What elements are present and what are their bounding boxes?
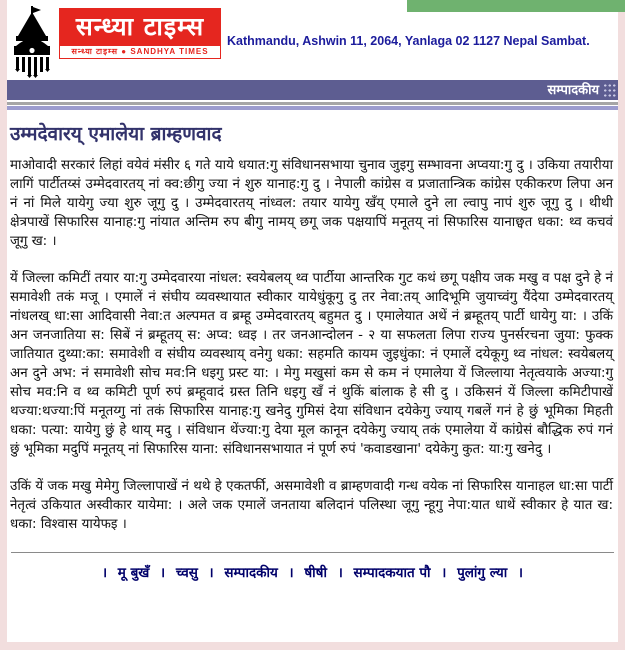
chariot-temple-icon <box>9 6 55 78</box>
sandhya-times-logo[interactable] <box>59 8 221 59</box>
article-paragraph-3: उकिं यें जक मखु मेमेगु जिल्लापाखें नं थथे हे एकतर्फी, असमावेशी व ब्राम्हणवादी गन्ध वयेक नां सिफारिस यानाहल धा:सा पार्टी नेतृत्वं उकियात अस्वीकार यायेमा: । अले जक एमालें जनताया बलिदानं पलिस्था जूगु न्हूगु नेपा:यात धाथें स्वीकार हे यात ख: धका: विश्वास यायेफइ । <box>10 479 613 532</box>
dateline: Kathmandu, Ashwin 11, 2064, Yanlaga 02 1127 Nepal Sambat. <box>227 34 590 48</box>
dot-pattern-decoration <box>603 83 616 98</box>
footer-link-letters-to-editor[interactable]: सम्पादकयात पौ <box>353 565 431 581</box>
article-title: उम्मदेवारय् एमालेया ब्राम्हणवाद <box>10 123 222 145</box>
footer-separator: । <box>337 565 343 581</box>
footer-separator: । <box>160 565 166 581</box>
footer-separator: । <box>441 565 447 581</box>
footer-link-editorial[interactable]: सम्पादकीय <box>224 565 278 581</box>
footer-separator: । <box>208 565 214 581</box>
footer-link-various[interactable]: षीषी <box>304 565 327 581</box>
page-container <box>7 0 618 646</box>
footer-link-main-news[interactable]: मू बुखँ <box>117 565 150 581</box>
divider-stripe-gray <box>7 102 618 105</box>
footer-nav <box>7 563 618 581</box>
footer-separator: । <box>517 565 524 581</box>
footer-link-chwasu[interactable]: च्वसु <box>175 565 198 581</box>
logo-banner-title: सन्ध्या टाइम्स <box>59 8 221 46</box>
article-paragraph-2: यें जिल्ला कमिटीं तयार या:गु उम्मेदवारया नांधल: स्वयेबलय् थ्व पार्टीया आन्तरिक गुट कथं छगू पक्षीय जक मखु व पक्ष दुने हे नं समावेशी तकं मजू । एमालें नं संघीय व्यवस्थायात स्वीकार यायेधुंकूगु दु तर नेवा:तय् आदिभूमि जुयाच्वंगु यैंदेया उम्मेदवारतय् नांधलख् धा:सा आदिवासी नेवा:त अल्पमत व ब्रम्हू उम्मेदवारतय् बहुमत दु । एमालेयात अथें नं ब्रम्हूतय् पार्टी धायेगु या: । उकिं अन जनजातिया स: सिबें नं ब्रम्हूतय् स: अप्व: ध्वइ । तर जनआन्दोलन - २ या सफलता लिपा राज्य पुनर्सरचना जुया: फुक्क जातियात दुथ्या:का: समावेशी व संघीय व्यवस्थाय् वनेगु धका: सहमति कायम जुइधुंका: नं एमालें दयेकूगु थ्व नांधल: स्वयेबलय् अन दुने अभ: नं समावेशी सोच मव:नि धइगु प्रस्ट या: । मेगु मखुसां कम से कम नं एमालेया यें जिल्लाया नेतृत्वयाके अज्या:गु सोच मव:नि व थ्व कमिटी पूर्ण रुपं ब्रम्हूवादं ग्रस्त तिनि धइगु खँ नं थुकिं बांलाक हे सी दु । उकिसनं यें जिल्ला कमिटीपाखें थज्या:थज्या:पिं मनूतय्गु नां तकं सिफारिस यानाह:गु खनेदु गुमिसं देया संविधान दयेकेगु ज्याय् गबलें गनं हे छुं भूमिका मिहती धका: पत्या: यायेगु छुं हे थाय् मदु । संविधान थेंज्या:गु देया मूल कानून दयेकेगु ज्याय् तकं एमालेया यें कांग्रेसं बौद्धिक रुपं गनं छुं भूमिका मदुपिं मनूतय् नां सिफारिस याना: संविधानसभायात नं पूर्ण रुपं 'कवाडखाना' दयेकेगु कुत: या:गु खनेदु । <box>10 271 613 457</box>
footer-divider <box>11 552 614 553</box>
logo-banner-subtitle: सन्ध्या टाइम्स ● SANDHYA TIMES <box>59 46 221 59</box>
section-bar <box>7 80 618 100</box>
editorial-article <box>7 110 618 534</box>
section-label: सम्पादकीय <box>547 82 599 97</box>
footer-separator: । <box>101 565 108 581</box>
masthead <box>7 0 618 80</box>
footer-link-old-issues[interactable]: पुलांगु ल्या <box>457 565 508 581</box>
top-green-bar <box>407 0 625 12</box>
article-paragraph-1: माओवादी सरकारं लिहां वयेवं मंसीर ६ गते याये धयात:गु संविधानसभाया चुनाव जुइगु सम्भावना अप्वया:गु दु । उकिया तयारीया लागिं पार्टीतय्सं उम्मेदवारतय् नां क्व:छीगु ज्या नं शुरु यानाह:गु दु । नेपाली कांग्रेस व प्रजातान्त्रिक कांग्रेस एकीकरण लिपा अन नं नां मिले यायेगु ज्या शुरु जूगु दु । उम्मेदवारतय् नांध्वल: तयार यायेगु खँय् एमाले दुने ला ल्वापु नापं शुरु जूगु दु । थीथी क्षेत्रपाखें सिफारिस यानाह:गु नांयात अन्तिम रुप बीगु नामय् छगू जक पक्षयापिं मनूतय् नां सिफारिस यानाछ्वत धका: थ्व कचवं जूगु ख: । <box>10 158 613 249</box>
footer-separator: । <box>288 565 294 581</box>
bottom-frame-strip <box>0 642 625 646</box>
